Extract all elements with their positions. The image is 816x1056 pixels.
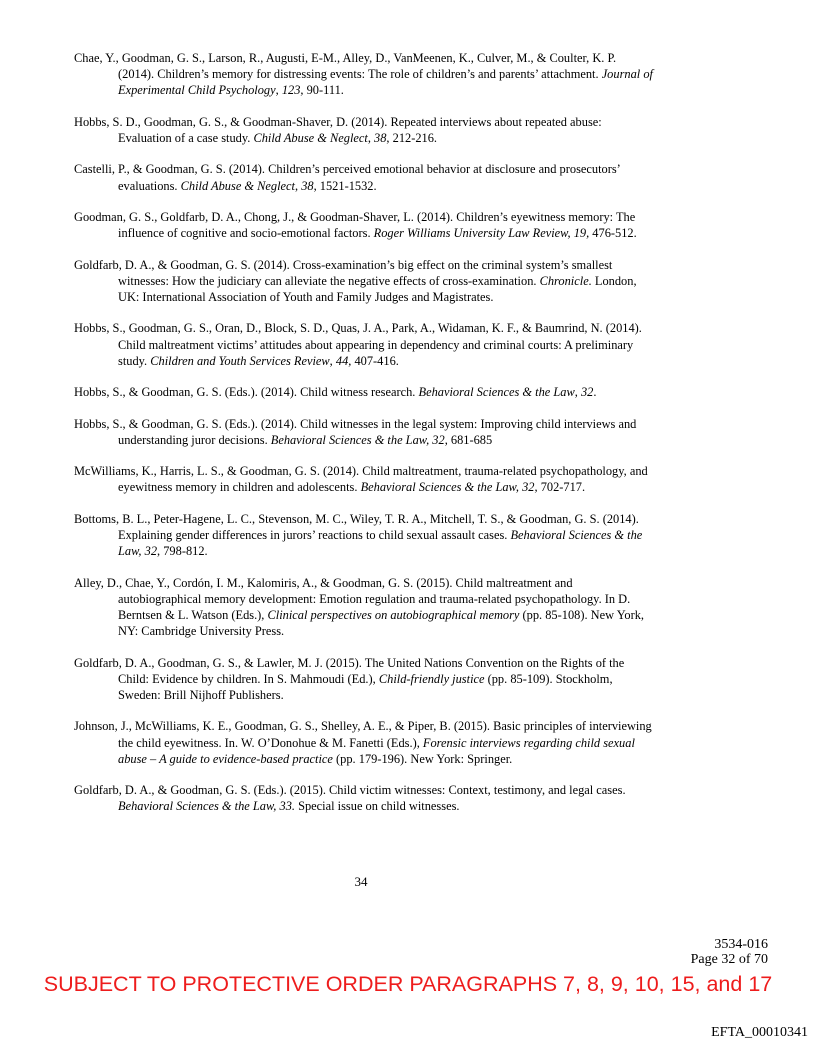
reference-source: Child Abuse & Neglect: [253, 131, 368, 145]
reference-text: Bottoms, B. L., Peter-Hagene, L. C., Stevenson, M. C., Wiley, T. R. A., Mitchell, T. S., & Goodman, G. S. (2014). Explaining gender differences in jurors’ reactions to child sexual assault cases.: [74, 511, 639, 542]
reference-entry: [74, 384, 654, 400]
reference-entry: [74, 575, 654, 640]
reference-entry: [74, 209, 654, 241]
reference-text: ,: [295, 178, 302, 193]
reference-source: Chronicle.: [539, 273, 592, 288]
reference-text: Special issue on child witnesses.: [295, 799, 460, 814]
reference-source: Children and Youth Services Review: [150, 353, 330, 368]
reference-text: 407-416.: [351, 353, 399, 368]
bates-page: Page 32 of 70: [690, 952, 768, 967]
reference-source: 123,: [281, 83, 304, 98]
reference-text: Chae, Y., Goodman, G. S., Larson, R., Augusti, E-M., Alley, D., VanMeenen, K., Culver, M., & Coulter, K. P. (2014). Children’s memory for distressing events: The role of children’s and parents’ attachment.: [74, 51, 617, 82]
reference-entry: [74, 511, 654, 560]
reference-entry: [74, 50, 654, 99]
reference-text: ,: [275, 83, 282, 98]
reference-text: London, UK: International Association of Youth and Family Judges and Magistrates.: [118, 273, 637, 304]
reference-entry: [74, 320, 654, 369]
reference-text: ,: [329, 353, 336, 368]
reference-text: .: [593, 385, 597, 400]
reference-source: Behavioral Sciences & the Law: [418, 385, 575, 400]
reference-text: 476-512.: [589, 226, 637, 241]
bates-stamp: [691, 937, 768, 967]
reference-text: , 798-812.: [157, 544, 208, 559]
protective-order-notice: SUBJECT TO PROTECTIVE ORDER PARAGRAPHS 7, 8, 9, 10, 15, and 17: [43, 972, 773, 996]
reference-text: Goldfarb, D. A., & Goodman, G. S. (Eds.). (2015). Child victim witnesses: Context, testimony, and legal cases.: [74, 783, 626, 798]
reference-text: Hobbs, S., & Goodman, G. S. (Eds.). (2014). Child witnesses in the legal system: Improving child interviews and understanding juror decisions.: [74, 416, 637, 447]
reference-entry: [74, 782, 654, 814]
efta-number: EFTA_00010341: [711, 1025, 808, 1040]
reference-entry: [74, 416, 654, 448]
reference-source: 44,: [335, 353, 352, 368]
reference-source: 38: [301, 178, 314, 193]
reference-entry: [74, 161, 654, 193]
reference-text: Alley, D., Chae, Y., Cordón, I. M., Kalomiris, A., & Goodman, G. S. (2015). Child maltreatment and autobiographical memory development: Emotion regulation and trauma-related psychopathology. In D. Berntsen & L. Watson (Eds.),: [74, 575, 631, 622]
reference-entry: [74, 257, 654, 306]
reference-source: Roger Williams University Law Review, 19,: [373, 226, 590, 241]
reference-text: Hobbs, S., Goodman, G. S., Oran, D., Block, S. D., Quas, J. A., Park, A., Widaman, K. F., & Baumrind, N. (2014). Child maltreatment victims’ attitudes about appearing in dependency and criminal courts: A preliminary study.: [74, 321, 642, 368]
reference-source: Behavioral Sciences & the Law, 32: [118, 527, 643, 559]
reference-text: McWilliams, K., Harris, L. S., & Goodman, G. S. (2014). Child maltreatment, trauma-related psychopathology, and eyewitness memory in children and adolescents.: [74, 464, 648, 495]
reference-source: Journal of Experimental Child Psychology: [118, 67, 653, 98]
reference-entry: [74, 655, 654, 704]
reference-source: 38: [374, 131, 387, 145]
reference-entry: [74, 114, 654, 146]
reference-text: Goldfarb, D. A., Goodman, G. S., & Lawler, M. J. (2015). The United Nations Convention on the Rights of the Child: Evidence by children. In S. Mahmoudi (Ed.),: [74, 655, 625, 686]
reference-source: Forensic interviews regarding child sexual abuse – A guide to evidence-based practice: [118, 735, 635, 766]
reference-source: 32: [580, 385, 594, 400]
reference-text: 90-111.: [303, 83, 344, 98]
reference-entry: [74, 718, 654, 767]
bates-number: 3534-016: [714, 937, 768, 952]
reference-text: ,: [367, 131, 375, 145]
reference-source: Behavioral Sciences & the Law, 33.: [118, 799, 295, 814]
reference-text: Goodman, G. S., Goldfarb, D. A., Chong, J., & Goodman-Shaver, L. (2014). Children’s eyewitness memory: The influence of cognitive and socio-emotional factors.: [74, 209, 636, 241]
reference-source: Behavioral Sciences & the Law, 32,: [360, 480, 538, 495]
reference-source: Clinical perspectives on autobiographical memory: [267, 607, 520, 622]
reference-text: Goldfarb, D. A., & Goodman, G. S. (2014). Cross-examination’s big effect on the criminal system’s smallest witnesses: How the judiciary can alleviate the negative effects of cross-examination.: [74, 257, 613, 288]
reference-source: Child-friendly justice: [378, 671, 485, 686]
reference-text: 702-717.: [537, 480, 586, 495]
reference-list: [74, 50, 654, 830]
reference-text: (pp. 85-109). Stockholm, Sweden: Brill Nijhoff Publishers.: [118, 671, 613, 702]
reference-text: Johnson, J., McWilliams, K. E., Goodman, G. S., Shelley, A. E., & Piper, B. (2015). Basic principles of interviewing the child eyewitness. In. W. O’Donohue & M. Fanetti (Eds.),: [74, 719, 652, 750]
reference-entry: [74, 463, 654, 495]
reference-text: (pp. 85-108). New York, NY: Cambridge University Press.: [118, 607, 645, 639]
reference-text: , 681-685: [444, 432, 493, 447]
reference-source: Behavioral Sciences & the Law, 32: [270, 432, 445, 447]
reference-text: (pp. 179-196). New York: Springer.: [332, 751, 513, 766]
reference-text: ,: [574, 385, 581, 400]
reference-text: Castelli, P., & Goodman, G. S. (2014). Children’s perceived emotional behavior at disclosure and prosecutors’ evaluations.: [74, 162, 620, 193]
page-number: 34: [354, 874, 368, 889]
reference-text: , 212-216.: [386, 131, 438, 145]
reference-text: , 1521-1532.: [313, 178, 377, 193]
reference-source: Child Abuse & Neglect: [180, 178, 295, 193]
reference-text: Hobbs, S. D., Goodman, G. S., & Goodman-Shaver, D. (2014). Repeated interviews about repeated abuse: Evaluation of a case study.: [74, 114, 602, 145]
reference-text: Hobbs, S., & Goodman, G. S. (Eds.). (2014). Child witness research.: [74, 385, 419, 400]
